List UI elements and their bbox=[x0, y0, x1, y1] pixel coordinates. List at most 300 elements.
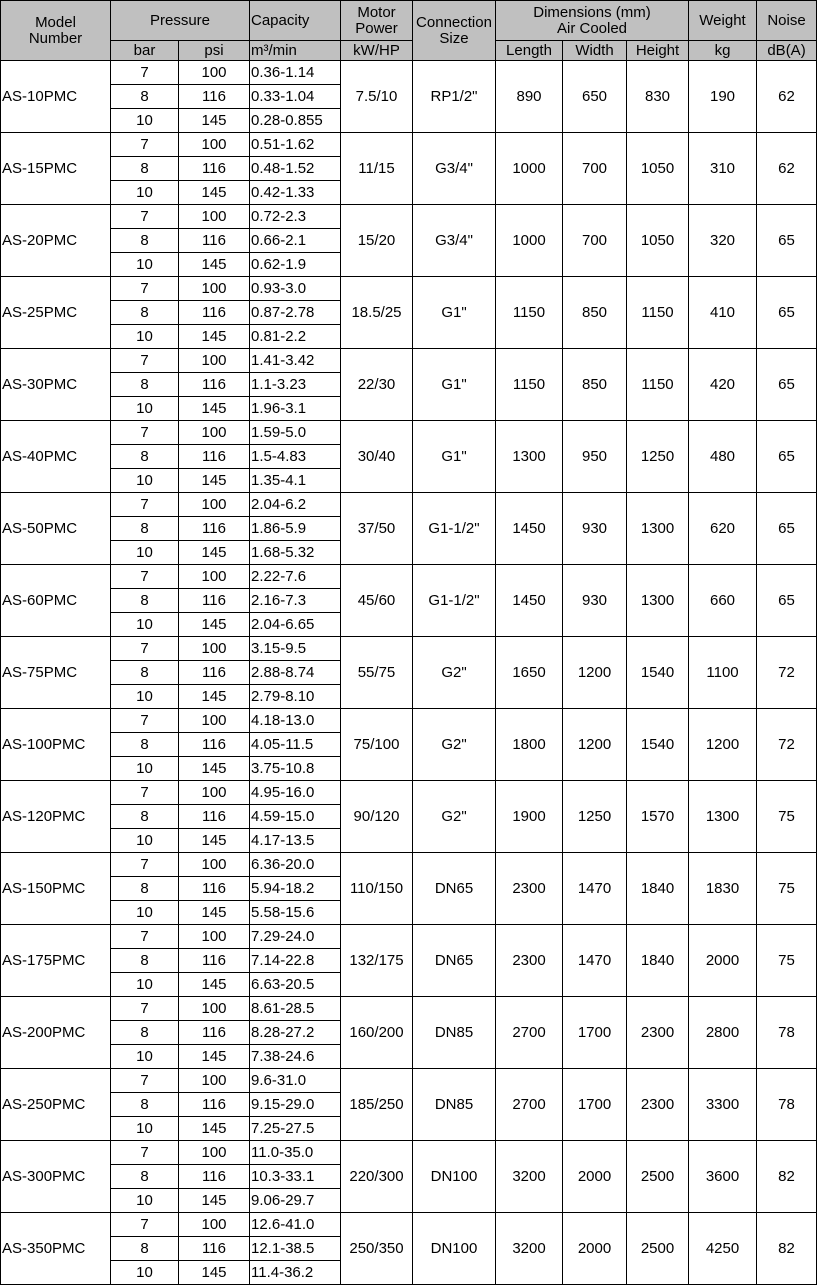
connection-cell: G3/4" bbox=[413, 205, 496, 277]
width-cell: 850 bbox=[563, 277, 627, 349]
capacity-cell: 8.28-27.2 bbox=[250, 1021, 341, 1045]
table-row bbox=[1, 637, 817, 661]
psi-cell: 100 bbox=[179, 637, 250, 661]
capacity-cell: 2.79-8.10 bbox=[250, 685, 341, 709]
width-cell: 1700 bbox=[563, 1069, 627, 1141]
weight-cell: 1830 bbox=[689, 853, 757, 925]
psi-cell: 116 bbox=[179, 157, 250, 181]
bar-cell: 7 bbox=[111, 1069, 179, 1093]
motor-power-cell: 37/50 bbox=[341, 493, 413, 565]
capacity-cell: 4.59-15.0 bbox=[250, 805, 341, 829]
psi-cell: 116 bbox=[179, 877, 250, 901]
capacity-cell: 0.48-1.52 bbox=[250, 157, 341, 181]
weight-cell: 190 bbox=[689, 61, 757, 133]
noise-cell: 65 bbox=[757, 493, 817, 565]
motor-power-cell: 132/175 bbox=[341, 925, 413, 997]
psi-cell: 145 bbox=[179, 397, 250, 421]
bar-cell: 10 bbox=[111, 901, 179, 925]
bar-cell: 10 bbox=[111, 469, 179, 493]
capacity-cell: 3.15-9.5 bbox=[250, 637, 341, 661]
psi-cell: 145 bbox=[179, 181, 250, 205]
capacity-cell: 11.4-36.2 bbox=[250, 1261, 341, 1285]
bar-cell: 8 bbox=[111, 589, 179, 613]
psi-cell: 145 bbox=[179, 1117, 250, 1141]
capacity-cell: 1.86-5.9 bbox=[250, 517, 341, 541]
psi-cell: 116 bbox=[179, 517, 250, 541]
psi-cell: 116 bbox=[179, 445, 250, 469]
noise-cell: 78 bbox=[757, 997, 817, 1069]
capacity-cell: 1.1-3.23 bbox=[250, 373, 341, 397]
bar-cell: 7 bbox=[111, 61, 179, 85]
width-cell: 950 bbox=[563, 421, 627, 493]
psi-cell: 116 bbox=[179, 85, 250, 109]
height-cell: 1840 bbox=[627, 925, 689, 997]
bar-cell: 7 bbox=[111, 853, 179, 877]
psi-cell: 145 bbox=[179, 469, 250, 493]
length-cell: 2700 bbox=[496, 997, 563, 1069]
bar-cell: 7 bbox=[111, 997, 179, 1021]
capacity-unit-header: m³/min bbox=[250, 41, 341, 61]
weight-cell: 480 bbox=[689, 421, 757, 493]
connection-cell: DN65 bbox=[413, 853, 496, 925]
weight-cell: 410 bbox=[689, 277, 757, 349]
bar-cell: 8 bbox=[111, 949, 179, 973]
motor-power-cell: 110/150 bbox=[341, 853, 413, 925]
psi-cell: 145 bbox=[179, 613, 250, 637]
weight-header: Weight bbox=[689, 1, 757, 41]
bar-cell: 10 bbox=[111, 613, 179, 637]
length-cell: 1650 bbox=[496, 637, 563, 709]
bar-cell: 10 bbox=[111, 325, 179, 349]
height-cell: 1250 bbox=[627, 421, 689, 493]
psi-cell: 145 bbox=[179, 973, 250, 997]
length-cell: 1800 bbox=[496, 709, 563, 781]
dimensions-header: Dimensions (mm) Air Cooled bbox=[496, 1, 689, 41]
bar-cell: 10 bbox=[111, 181, 179, 205]
bar-cell: 8 bbox=[111, 517, 179, 541]
bar-unit-header: bar bbox=[111, 41, 179, 61]
capacity-cell: 4.17-13.5 bbox=[250, 829, 341, 853]
psi-cell: 145 bbox=[179, 1189, 250, 1213]
noise-cell: 75 bbox=[757, 925, 817, 997]
length-cell: 1150 bbox=[496, 277, 563, 349]
bar-cell: 8 bbox=[111, 157, 179, 181]
capacity-cell: 0.33-1.04 bbox=[250, 85, 341, 109]
table-row bbox=[1, 133, 817, 157]
width-cell: 1200 bbox=[563, 637, 627, 709]
noise-cell: 65 bbox=[757, 349, 817, 421]
noise-cell: 75 bbox=[757, 853, 817, 925]
model-cell: AS-120PMC bbox=[1, 781, 111, 853]
noise-cell: 62 bbox=[757, 133, 817, 205]
bar-cell: 7 bbox=[111, 349, 179, 373]
bar-cell: 10 bbox=[111, 541, 179, 565]
connection-cell: DN85 bbox=[413, 1069, 496, 1141]
weight-cell: 1200 bbox=[689, 709, 757, 781]
model-number-header: Model Number bbox=[1, 1, 111, 61]
psi-cell: 116 bbox=[179, 733, 250, 757]
noise-cell: 65 bbox=[757, 565, 817, 637]
connection-cell: G3/4" bbox=[413, 133, 496, 205]
length-cell: 1000 bbox=[496, 205, 563, 277]
connection-cell: DN85 bbox=[413, 997, 496, 1069]
capacity-cell: 1.35-4.1 bbox=[250, 469, 341, 493]
table-row bbox=[1, 997, 817, 1021]
weight-unit-header: kg bbox=[689, 41, 757, 61]
weight-cell: 320 bbox=[689, 205, 757, 277]
model-cell: AS-10PMC bbox=[1, 61, 111, 133]
width-header: Width bbox=[563, 41, 627, 61]
width-cell: 2000 bbox=[563, 1141, 627, 1213]
psi-cell: 116 bbox=[179, 589, 250, 613]
weight-cell: 2800 bbox=[689, 997, 757, 1069]
length-cell: 890 bbox=[496, 61, 563, 133]
model-cell: AS-20PMC bbox=[1, 205, 111, 277]
psi-unit-header: psi bbox=[179, 41, 250, 61]
psi-cell: 145 bbox=[179, 325, 250, 349]
bar-cell: 8 bbox=[111, 877, 179, 901]
table-row bbox=[1, 565, 817, 589]
bar-cell: 8 bbox=[111, 301, 179, 325]
table-row bbox=[1, 1069, 817, 1093]
psi-cell: 100 bbox=[179, 493, 250, 517]
noise-cell: 75 bbox=[757, 781, 817, 853]
capacity-cell: 7.38-24.6 bbox=[250, 1045, 341, 1069]
weight-cell: 660 bbox=[689, 565, 757, 637]
model-cell: AS-30PMC bbox=[1, 349, 111, 421]
motor-power-cell: 11/15 bbox=[341, 133, 413, 205]
motor-power-cell: 160/200 bbox=[341, 997, 413, 1069]
psi-cell: 145 bbox=[179, 253, 250, 277]
height-cell: 830 bbox=[627, 61, 689, 133]
length-cell: 1450 bbox=[496, 565, 563, 637]
bar-cell: 8 bbox=[111, 1021, 179, 1045]
capacity-cell: 1.5-4.83 bbox=[250, 445, 341, 469]
noise-cell: 78 bbox=[757, 1069, 817, 1141]
bar-cell: 10 bbox=[111, 829, 179, 853]
bar-cell: 7 bbox=[111, 277, 179, 301]
table-row bbox=[1, 61, 817, 85]
psi-cell: 145 bbox=[179, 1045, 250, 1069]
bar-cell: 10 bbox=[111, 1189, 179, 1213]
model-cell: AS-175PMC bbox=[1, 925, 111, 997]
bar-cell: 10 bbox=[111, 109, 179, 133]
table-row bbox=[1, 421, 817, 445]
height-cell: 1840 bbox=[627, 853, 689, 925]
bar-cell: 10 bbox=[111, 397, 179, 421]
connection-cell: DN100 bbox=[413, 1213, 496, 1285]
motor-power-cell: 22/30 bbox=[341, 349, 413, 421]
bar-cell: 8 bbox=[111, 1237, 179, 1261]
psi-cell: 100 bbox=[179, 997, 250, 1021]
psi-cell: 116 bbox=[179, 373, 250, 397]
psi-cell: 116 bbox=[179, 1093, 250, 1117]
capacity-cell: 0.66-2.1 bbox=[250, 229, 341, 253]
model-cell: AS-200PMC bbox=[1, 997, 111, 1069]
capacity-cell: 1.68-5.32 bbox=[250, 541, 341, 565]
length-cell: 2300 bbox=[496, 925, 563, 997]
model-cell: AS-150PMC bbox=[1, 853, 111, 925]
model-cell: AS-350PMC bbox=[1, 1213, 111, 1285]
weight-cell: 3300 bbox=[689, 1069, 757, 1141]
bar-cell: 10 bbox=[111, 757, 179, 781]
capacity-cell: 12.6-41.0 bbox=[250, 1213, 341, 1237]
height-cell: 1300 bbox=[627, 493, 689, 565]
psi-cell: 100 bbox=[179, 421, 250, 445]
motor-power-cell: 7.5/10 bbox=[341, 61, 413, 133]
model-cell: AS-75PMC bbox=[1, 637, 111, 709]
motor-power-cell: 90/120 bbox=[341, 781, 413, 853]
table-row bbox=[1, 493, 817, 517]
capacity-cell: 5.94-18.2 bbox=[250, 877, 341, 901]
bar-cell: 7 bbox=[111, 565, 179, 589]
width-cell: 1700 bbox=[563, 997, 627, 1069]
weight-cell: 1100 bbox=[689, 637, 757, 709]
psi-cell: 116 bbox=[179, 805, 250, 829]
psi-cell: 100 bbox=[179, 781, 250, 805]
height-cell: 1150 bbox=[627, 277, 689, 349]
width-cell: 700 bbox=[563, 133, 627, 205]
height-cell: 1300 bbox=[627, 565, 689, 637]
length-cell: 3200 bbox=[496, 1213, 563, 1285]
bar-cell: 10 bbox=[111, 1117, 179, 1141]
bar-cell: 7 bbox=[111, 493, 179, 517]
psi-cell: 100 bbox=[179, 205, 250, 229]
motor-power-cell: 55/75 bbox=[341, 637, 413, 709]
psi-cell: 116 bbox=[179, 1021, 250, 1045]
connection-cell: RP1/2" bbox=[413, 61, 496, 133]
capacity-cell: 9.06-29.7 bbox=[250, 1189, 341, 1213]
bar-cell: 7 bbox=[111, 1141, 179, 1165]
psi-cell: 100 bbox=[179, 709, 250, 733]
table-body bbox=[1, 61, 817, 1285]
table-row bbox=[1, 1141, 817, 1165]
bar-cell: 8 bbox=[111, 445, 179, 469]
capacity-cell: 9.6-31.0 bbox=[250, 1069, 341, 1093]
weight-cell: 420 bbox=[689, 349, 757, 421]
length-cell: 1450 bbox=[496, 493, 563, 565]
capacity-cell: 7.14-22.8 bbox=[250, 949, 341, 973]
psi-cell: 116 bbox=[179, 1165, 250, 1189]
width-cell: 2000 bbox=[563, 1213, 627, 1285]
noise-cell: 72 bbox=[757, 709, 817, 781]
bar-cell: 10 bbox=[111, 973, 179, 997]
capacity-cell: 2.16-7.3 bbox=[250, 589, 341, 613]
bar-cell: 8 bbox=[111, 805, 179, 829]
weight-cell: 310 bbox=[689, 133, 757, 205]
connection-cell: G1" bbox=[413, 277, 496, 349]
connection-cell: G2" bbox=[413, 781, 496, 853]
width-cell: 700 bbox=[563, 205, 627, 277]
noise-cell: 65 bbox=[757, 421, 817, 493]
weight-cell: 620 bbox=[689, 493, 757, 565]
bar-cell: 10 bbox=[111, 685, 179, 709]
length-cell: 2300 bbox=[496, 853, 563, 925]
psi-cell: 100 bbox=[179, 133, 250, 157]
noise-cell: 82 bbox=[757, 1141, 817, 1213]
capacity-cell: 12.1-38.5 bbox=[250, 1237, 341, 1261]
capacity-cell: 1.96-3.1 bbox=[250, 397, 341, 421]
bar-cell: 8 bbox=[111, 1093, 179, 1117]
psi-cell: 145 bbox=[179, 541, 250, 565]
width-cell: 930 bbox=[563, 493, 627, 565]
capacity-cell: 6.63-20.5 bbox=[250, 973, 341, 997]
weight-cell: 4250 bbox=[689, 1213, 757, 1285]
capacity-cell: 3.75-10.8 bbox=[250, 757, 341, 781]
capacity-cell: 0.81-2.2 bbox=[250, 325, 341, 349]
psi-cell: 145 bbox=[179, 901, 250, 925]
table-row bbox=[1, 781, 817, 805]
length-cell: 1150 bbox=[496, 349, 563, 421]
model-cell: AS-60PMC bbox=[1, 565, 111, 637]
height-cell: 1050 bbox=[627, 205, 689, 277]
noise-cell: 65 bbox=[757, 205, 817, 277]
psi-cell: 145 bbox=[179, 757, 250, 781]
psi-cell: 100 bbox=[179, 61, 250, 85]
bar-cell: 10 bbox=[111, 253, 179, 277]
table-row bbox=[1, 925, 817, 949]
model-cell: AS-50PMC bbox=[1, 493, 111, 565]
psi-cell: 116 bbox=[179, 1237, 250, 1261]
bar-cell: 10 bbox=[111, 1045, 179, 1069]
table-row bbox=[1, 205, 817, 229]
connection-cell: DN65 bbox=[413, 925, 496, 997]
table-row bbox=[1, 349, 817, 373]
capacity-cell: 4.05-11.5 bbox=[250, 733, 341, 757]
motor-power-cell: 220/300 bbox=[341, 1141, 413, 1213]
capacity-cell: 0.51-1.62 bbox=[250, 133, 341, 157]
motor-power-cell: 30/40 bbox=[341, 421, 413, 493]
psi-cell: 100 bbox=[179, 1213, 250, 1237]
model-cell: AS-250PMC bbox=[1, 1069, 111, 1141]
width-cell: 1250 bbox=[563, 781, 627, 853]
bar-cell: 8 bbox=[111, 1165, 179, 1189]
noise-header: Noise bbox=[757, 1, 817, 41]
psi-cell: 145 bbox=[179, 109, 250, 133]
motor-power-cell: 15/20 bbox=[341, 205, 413, 277]
weight-cell: 2000 bbox=[689, 925, 757, 997]
model-cell: AS-15PMC bbox=[1, 133, 111, 205]
capacity-cell: 1.59-5.0 bbox=[250, 421, 341, 445]
width-cell: 1470 bbox=[563, 853, 627, 925]
capacity-cell: 5.58-15.6 bbox=[250, 901, 341, 925]
bar-cell: 7 bbox=[111, 1213, 179, 1237]
table-row bbox=[1, 1213, 817, 1237]
bar-cell: 7 bbox=[111, 709, 179, 733]
bar-cell: 7 bbox=[111, 133, 179, 157]
motor-power-header: Motor Power bbox=[341, 1, 413, 41]
width-cell: 1200 bbox=[563, 709, 627, 781]
capacity-cell: 0.28-0.855 bbox=[250, 109, 341, 133]
motor-power-unit-header: kW/HP bbox=[341, 41, 413, 61]
connection-cell: G1-1/2" bbox=[413, 565, 496, 637]
motor-power-cell: 18.5/25 bbox=[341, 277, 413, 349]
bar-cell: 8 bbox=[111, 661, 179, 685]
model-cell: AS-100PMC bbox=[1, 709, 111, 781]
capacity-header: Capacity bbox=[250, 1, 341, 41]
bar-cell: 8 bbox=[111, 373, 179, 397]
bar-cell: 7 bbox=[111, 421, 179, 445]
bar-cell: 7 bbox=[111, 637, 179, 661]
connection-size-header: Connection Size bbox=[413, 1, 496, 61]
height-cell: 2500 bbox=[627, 1141, 689, 1213]
capacity-cell: 4.95-16.0 bbox=[250, 781, 341, 805]
bar-cell: 7 bbox=[111, 925, 179, 949]
height-cell: 1050 bbox=[627, 133, 689, 205]
psi-cell: 100 bbox=[179, 565, 250, 589]
bar-cell: 8 bbox=[111, 229, 179, 253]
height-header: Height bbox=[627, 41, 689, 61]
width-cell: 850 bbox=[563, 349, 627, 421]
length-cell: 1900 bbox=[496, 781, 563, 853]
capacity-cell: 6.36-20.0 bbox=[250, 853, 341, 877]
width-cell: 650 bbox=[563, 61, 627, 133]
weight-cell: 3600 bbox=[689, 1141, 757, 1213]
capacity-cell: 7.25-27.5 bbox=[250, 1117, 341, 1141]
motor-power-cell: 250/350 bbox=[341, 1213, 413, 1285]
capacity-cell: 0.62-1.9 bbox=[250, 253, 341, 277]
length-cell: 2700 bbox=[496, 1069, 563, 1141]
length-cell: 3200 bbox=[496, 1141, 563, 1213]
motor-power-cell: 45/60 bbox=[341, 565, 413, 637]
bar-cell: 7 bbox=[111, 205, 179, 229]
height-cell: 1570 bbox=[627, 781, 689, 853]
psi-cell: 100 bbox=[179, 1069, 250, 1093]
length-header: Length bbox=[496, 41, 563, 61]
motor-power-cell: 185/250 bbox=[341, 1069, 413, 1141]
noise-cell: 72 bbox=[757, 637, 817, 709]
bar-cell: 10 bbox=[111, 1261, 179, 1285]
length-cell: 1000 bbox=[496, 133, 563, 205]
capacity-cell: 0.93-3.0 bbox=[250, 277, 341, 301]
weight-cell: 1300 bbox=[689, 781, 757, 853]
length-cell: 1300 bbox=[496, 421, 563, 493]
psi-cell: 116 bbox=[179, 301, 250, 325]
psi-cell: 100 bbox=[179, 1141, 250, 1165]
noise-cell: 62 bbox=[757, 61, 817, 133]
bar-cell: 7 bbox=[111, 781, 179, 805]
capacity-cell: 7.29-24.0 bbox=[250, 925, 341, 949]
bar-cell: 8 bbox=[111, 85, 179, 109]
model-cell: AS-40PMC bbox=[1, 421, 111, 493]
capacity-cell: 11.0-35.0 bbox=[250, 1141, 341, 1165]
capacity-cell: 9.15-29.0 bbox=[250, 1093, 341, 1117]
capacity-cell: 0.87-2.78 bbox=[250, 301, 341, 325]
connection-cell: G1" bbox=[413, 421, 496, 493]
capacity-cell: 2.88-8.74 bbox=[250, 661, 341, 685]
psi-cell: 145 bbox=[179, 1261, 250, 1285]
noise-cell: 82 bbox=[757, 1213, 817, 1285]
motor-power-cell: 75/100 bbox=[341, 709, 413, 781]
pressure-header: Pressure bbox=[111, 1, 250, 41]
capacity-cell: 2.04-6.65 bbox=[250, 613, 341, 637]
model-cell: AS-300PMC bbox=[1, 1141, 111, 1213]
capacity-cell: 10.3-33.1 bbox=[250, 1165, 341, 1189]
height-cell: 2300 bbox=[627, 997, 689, 1069]
connection-cell: G1" bbox=[413, 349, 496, 421]
table-row bbox=[1, 853, 817, 877]
bar-cell: 8 bbox=[111, 733, 179, 757]
height-cell: 1150 bbox=[627, 349, 689, 421]
capacity-cell: 2.22-7.6 bbox=[250, 565, 341, 589]
connection-cell: G1-1/2" bbox=[413, 493, 496, 565]
psi-cell: 100 bbox=[179, 277, 250, 301]
noise-cell: 65 bbox=[757, 277, 817, 349]
capacity-cell: 1.41-3.42 bbox=[250, 349, 341, 373]
psi-cell: 116 bbox=[179, 661, 250, 685]
capacity-cell: 0.72-2.3 bbox=[250, 205, 341, 229]
height-cell: 1540 bbox=[627, 637, 689, 709]
